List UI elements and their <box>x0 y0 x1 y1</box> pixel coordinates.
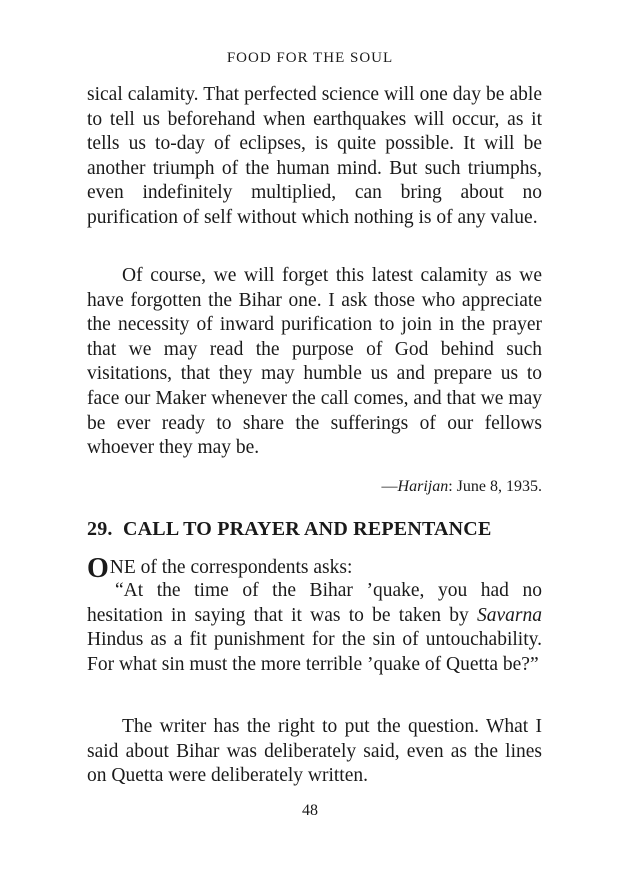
section-heading <box>87 518 542 541</box>
paragraph-2: Of course, we will forget this latest calamity as we have forgotten the Bihar one. I ask those who appreciate the necessity of inward purification to join in the prayer that we may read the purpose of God behind such visitations, that they may humble us and prepare us to face our Maker whenever the call comes, and that we may be ever ready to share the sufferings of our fellows whoever they may be. <box>87 265 542 459</box>
section-title: CALL TO PRAYER AND REPENTANCE <box>123 518 492 540</box>
paragraph-4: The writer has the right to put the question. What I said about Bihar was deliberately said, even as the lines on Quetta were deliberately written. <box>87 716 542 787</box>
signature-date: : June 8, 1935. <box>448 478 542 495</box>
drop-cap: O <box>87 553 109 584</box>
page-number: 48 <box>302 802 318 819</box>
quote-part-1: “At the time of the Bihar ’quake, you had no hesitation in saying that it was to be taken by <box>87 580 542 626</box>
paragraph-1: sical calamity. That perfected science will one day be able to tell us beforehand when earthquakes will occur, as it tells us to-day of eclipses, is quite possible. It will be another triumph of the human mind. But such triumphs, even indefinitely multiplied, can bring about no purification of self without which nothing is of any value. <box>87 84 542 228</box>
signature-source: Harijan <box>397 478 449 495</box>
section-number: 29. <box>87 518 113 540</box>
opening-text: NE of the correspondents asks: <box>109 557 353 578</box>
opening-line <box>87 553 542 584</box>
quote-part-2: Hindus as a fit punishment for the sin of untouchability. For what sin must the more terrible ’quake of Quetta be?” <box>87 629 542 675</box>
quoted-question <box>87 579 542 677</box>
quote-italic-word: Savarna <box>477 604 543 626</box>
signature-line: —Harijan: June 8, 1935. <box>381 478 542 495</box>
running-head: FOOD FOR THE SOUL <box>226 50 394 66</box>
